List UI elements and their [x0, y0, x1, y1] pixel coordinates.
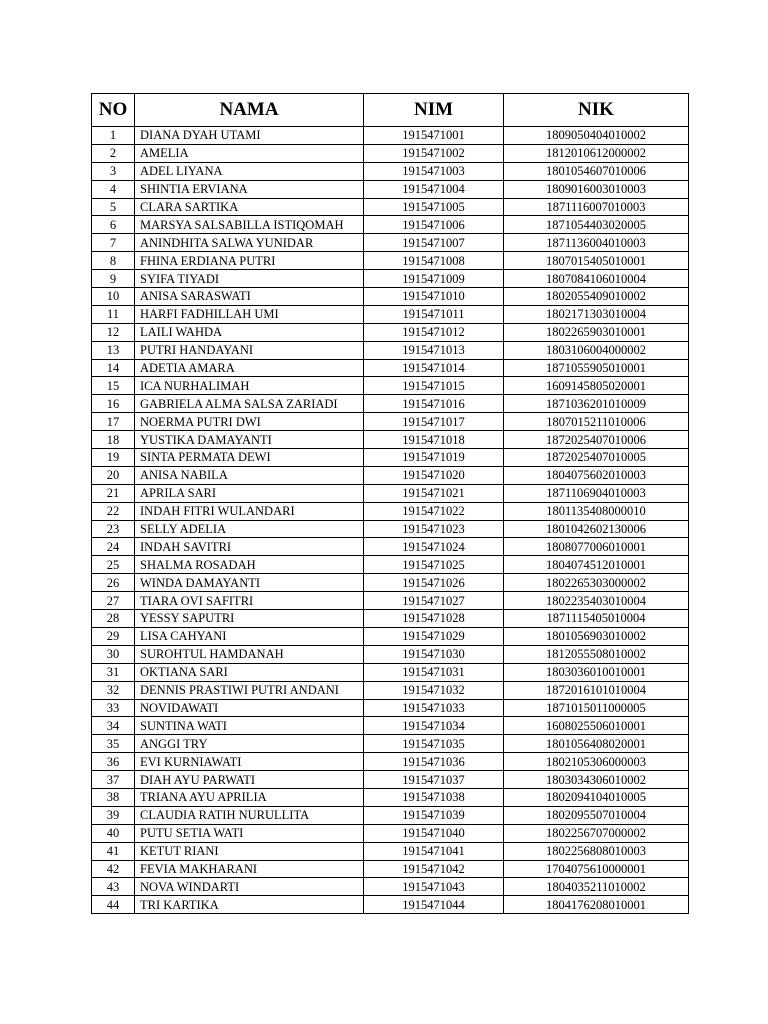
- student-nim: 1915471019: [364, 449, 504, 467]
- table-row: [92, 305, 689, 323]
- table-row: [92, 842, 689, 860]
- header-nim: NIM: [364, 94, 504, 127]
- row-number: 42: [92, 860, 135, 878]
- student-nim: 1915471001: [364, 127, 504, 145]
- row-number: 21: [92, 484, 135, 502]
- student-nim: 1915471031: [364, 663, 504, 681]
- student-name: NOVA WINDARTI: [135, 878, 364, 896]
- row-number: 41: [92, 842, 135, 860]
- table-row: [92, 592, 689, 610]
- student-nik: 1871055905010001: [504, 359, 689, 377]
- row-number: 5: [92, 198, 135, 216]
- student-nik: 1801056408020001: [504, 735, 689, 753]
- row-number: 14: [92, 359, 135, 377]
- student-name: DIANA DYAH UTAMI: [135, 127, 364, 145]
- student-nim: 1915471040: [364, 824, 504, 842]
- student-nik: 1871115405010004: [504, 610, 689, 628]
- student-name: LAILI WAHDA: [135, 323, 364, 341]
- student-nik: 1802235403010004: [504, 592, 689, 610]
- student-nim: 1915471012: [364, 323, 504, 341]
- student-nik: 1812055508010002: [504, 645, 689, 663]
- table-body: [92, 127, 689, 914]
- row-number: 13: [92, 341, 135, 359]
- row-number: 28: [92, 610, 135, 628]
- student-nim: 1915471023: [364, 520, 504, 538]
- table-row: [92, 824, 689, 842]
- row-number: 22: [92, 502, 135, 520]
- student-nik: 1802094104010005: [504, 788, 689, 806]
- student-nim: 1915471006: [364, 216, 504, 234]
- student-nim: 1915471020: [364, 466, 504, 484]
- student-nim: 1915471036: [364, 753, 504, 771]
- student-name: KETUT RIANI: [135, 842, 364, 860]
- student-nim: 1915471042: [364, 860, 504, 878]
- row-number: 40: [92, 824, 135, 842]
- row-number: 38: [92, 788, 135, 806]
- table-row: [92, 359, 689, 377]
- table-row: [92, 520, 689, 538]
- student-nim: 1915471011: [364, 305, 504, 323]
- student-nik: 1871136004010003: [504, 234, 689, 252]
- student-nim: 1915471034: [364, 717, 504, 735]
- row-number: 10: [92, 288, 135, 306]
- student-nik: 1871036201010009: [504, 395, 689, 413]
- table-row: [92, 878, 689, 896]
- student-name: INDAH FITRI WULANDARI: [135, 502, 364, 520]
- student-nim: 1915471028: [364, 610, 504, 628]
- row-number: 20: [92, 466, 135, 484]
- table-row: [92, 806, 689, 824]
- student-nim: 1915471009: [364, 270, 504, 288]
- table-row: [92, 860, 689, 878]
- student-nim: 1915471039: [364, 806, 504, 824]
- table-row: [92, 341, 689, 359]
- table-row: [92, 252, 689, 270]
- row-number: 4: [92, 180, 135, 198]
- table-row: [92, 681, 689, 699]
- student-nim: 1915471004: [364, 180, 504, 198]
- student-nik: 1801054607010006: [504, 162, 689, 180]
- row-number: 35: [92, 735, 135, 753]
- row-number: 26: [92, 574, 135, 592]
- student-name: YESSY SAPUTRI: [135, 610, 364, 628]
- row-number: 44: [92, 896, 135, 914]
- header-no: NO: [92, 94, 135, 127]
- row-number: 23: [92, 520, 135, 538]
- student-name: TRIANA AYU APRILIA: [135, 788, 364, 806]
- header-nik: NIK: [504, 94, 689, 127]
- row-number: 3: [92, 162, 135, 180]
- student-name: CLARA SARTIKA: [135, 198, 364, 216]
- row-number: 12: [92, 323, 135, 341]
- student-nim: 1915471044: [364, 896, 504, 914]
- row-number: 34: [92, 717, 135, 735]
- row-number: 43: [92, 878, 135, 896]
- table-row: [92, 466, 689, 484]
- student-nik: 1871116007010003: [504, 198, 689, 216]
- student-name: NOVIDAWATI: [135, 699, 364, 717]
- table-row: [92, 502, 689, 520]
- student-nim: 1915471017: [364, 413, 504, 431]
- table-row: [92, 431, 689, 449]
- student-name: PUTRI HANDAYANI: [135, 341, 364, 359]
- student-name: SHALMA ROSADAH: [135, 556, 364, 574]
- student-name: PUTU SETIA WATI: [135, 824, 364, 842]
- student-nik: 1802265303000002: [504, 574, 689, 592]
- student-nik: 1872016101010004: [504, 681, 689, 699]
- student-nik: 1807084106010004: [504, 270, 689, 288]
- table-row: [92, 413, 689, 431]
- student-nik: 1809016003010003: [504, 180, 689, 198]
- student-name: LISA CAHYANI: [135, 627, 364, 645]
- student-name: ANINDHITA SALWA YUNIDAR: [135, 234, 364, 252]
- student-nik: 1807015211010006: [504, 413, 689, 431]
- student-nik: 1801056903010002: [504, 627, 689, 645]
- student-name: EVI KURNIAWATI: [135, 753, 364, 771]
- row-number: 39: [92, 806, 135, 824]
- student-nim: 1915471037: [364, 771, 504, 789]
- student-nik: 1802105306000003: [504, 753, 689, 771]
- table-row: [92, 896, 689, 914]
- student-nik: 1803034306010002: [504, 771, 689, 789]
- student-nim: 1915471027: [364, 592, 504, 610]
- table-row: [92, 753, 689, 771]
- student-nik: 1803036010010001: [504, 663, 689, 681]
- table-row: [92, 717, 689, 735]
- student-name: TRI KARTIKA: [135, 896, 364, 914]
- student-nim: 1915471043: [364, 878, 504, 896]
- table-row: [92, 162, 689, 180]
- student-nik: 1812010612000002: [504, 144, 689, 162]
- row-number: 31: [92, 663, 135, 681]
- student-nim: 1915471018: [364, 431, 504, 449]
- table-row: [92, 395, 689, 413]
- student-nik: 1872025407010005: [504, 449, 689, 467]
- student-nim: 1915471024: [364, 538, 504, 556]
- student-name: SINTA PERMATA DEWI: [135, 449, 364, 467]
- student-nik: 1872025407010006: [504, 431, 689, 449]
- student-name: NOERMA PUTRI DWI: [135, 413, 364, 431]
- table-row: [92, 574, 689, 592]
- student-list-document: [91, 93, 688, 914]
- student-nim: 1915471013: [364, 341, 504, 359]
- row-number: 1: [92, 127, 135, 145]
- student-name: MARSYA SALSABILLA ISTIQOMAH: [135, 216, 364, 234]
- table-row: [92, 288, 689, 306]
- student-nik: 1802095507010004: [504, 806, 689, 824]
- student-name: DENNIS PRASTIWI PUTRI ANDANI: [135, 681, 364, 699]
- table-row: [92, 234, 689, 252]
- row-number: 36: [92, 753, 135, 771]
- student-name: TIARA OVI SAFITRI: [135, 592, 364, 610]
- student-nik: 1801135408000010: [504, 502, 689, 520]
- student-name: APRILA SARI: [135, 484, 364, 502]
- row-number: 25: [92, 556, 135, 574]
- student-nim: 1915471015: [364, 377, 504, 395]
- table-row: [92, 484, 689, 502]
- student-nim: 1915471025: [364, 556, 504, 574]
- student-nik: 1804075602010003: [504, 466, 689, 484]
- student-name: OKTIANA SARI: [135, 663, 364, 681]
- student-nim: 1915471038: [364, 788, 504, 806]
- student-nik: 1804035211010002: [504, 878, 689, 896]
- student-nim: 1915471033: [364, 699, 504, 717]
- table-row: [92, 556, 689, 574]
- student-name: ADEL LIYANA: [135, 162, 364, 180]
- row-number: 30: [92, 645, 135, 663]
- student-name: DIAH AYU PARWATI: [135, 771, 364, 789]
- row-number: 19: [92, 449, 135, 467]
- student-name: SUNTINA WATI: [135, 717, 364, 735]
- student-name: AMELIA: [135, 144, 364, 162]
- row-number: 17: [92, 413, 135, 431]
- student-nim: 1915471029: [364, 627, 504, 645]
- student-nik: 1802256808010003: [504, 842, 689, 860]
- table-row: [92, 610, 689, 628]
- table-row: [92, 735, 689, 753]
- student-name: SUROHTUL HAMDANAH: [135, 645, 364, 663]
- student-name: ANGGI TRY: [135, 735, 364, 753]
- student-nim: 1915471003: [364, 162, 504, 180]
- student-nim: 1915471035: [364, 735, 504, 753]
- student-nik: 1808077006010001: [504, 538, 689, 556]
- row-number: 24: [92, 538, 135, 556]
- student-name: FEVIA MAKHARANI: [135, 860, 364, 878]
- row-number: 33: [92, 699, 135, 717]
- student-nim: 1915471030: [364, 645, 504, 663]
- student-nim: 1915471007: [364, 234, 504, 252]
- row-number: 15: [92, 377, 135, 395]
- row-number: 32: [92, 681, 135, 699]
- header-nama: NAMA: [135, 94, 364, 127]
- student-nik: 1871106904010003: [504, 484, 689, 502]
- table-row: [92, 323, 689, 341]
- student-nim: 1915471008: [364, 252, 504, 270]
- table-row: [92, 627, 689, 645]
- student-name: SHINTIA ERVIANA: [135, 180, 364, 198]
- student-nik: 1608025506010001: [504, 717, 689, 735]
- student-nik: 1803106004000002: [504, 341, 689, 359]
- student-name: ICA NURHALIMAH: [135, 377, 364, 395]
- student-nik: 1809050404010002: [504, 127, 689, 145]
- student-nim: 1915471041: [364, 842, 504, 860]
- student-nik: 1804074512010001: [504, 556, 689, 574]
- student-nim: 1915471005: [364, 198, 504, 216]
- student-name: INDAH SAVITRI: [135, 538, 364, 556]
- table-header-row: [92, 94, 689, 127]
- row-number: 37: [92, 771, 135, 789]
- student-nim: 1915471010: [364, 288, 504, 306]
- student-name: ADETIA AMARA: [135, 359, 364, 377]
- student-name: SYIFA TIYADI: [135, 270, 364, 288]
- student-nik: 1802256707000002: [504, 824, 689, 842]
- table-row: [92, 699, 689, 717]
- student-nim: 1915471032: [364, 681, 504, 699]
- row-number: 18: [92, 431, 135, 449]
- student-name: ANISA SARASWATI: [135, 288, 364, 306]
- student-name: HARFI FADHILLAH UMI: [135, 305, 364, 323]
- student-nim: 1915471021: [364, 484, 504, 502]
- row-number: 27: [92, 592, 135, 610]
- student-nik: 1704075610000001: [504, 860, 689, 878]
- student-name: FHINA ERDIANA PUTRI: [135, 252, 364, 270]
- row-number: 2: [92, 144, 135, 162]
- student-name: GABRIELA ALMA SALSA ZARIADI: [135, 395, 364, 413]
- student-nim: 1915471026: [364, 574, 504, 592]
- table-row: [92, 180, 689, 198]
- student-nik: 1871015011000005: [504, 699, 689, 717]
- student-name: CLAUDIA RATIH NURULLITA: [135, 806, 364, 824]
- student-table: [91, 93, 689, 914]
- student-nim: 1915471016: [364, 395, 504, 413]
- table-row: [92, 377, 689, 395]
- student-name: WINDA DAMAYANTI: [135, 574, 364, 592]
- student-nik: 1871054403020005: [504, 216, 689, 234]
- table-row: [92, 449, 689, 467]
- student-nim: 1915471022: [364, 502, 504, 520]
- table-row: [92, 216, 689, 234]
- table-row: [92, 663, 689, 681]
- table-row: [92, 270, 689, 288]
- row-number: 8: [92, 252, 135, 270]
- table-row: [92, 127, 689, 145]
- row-number: 16: [92, 395, 135, 413]
- student-name: ANISA NABILA: [135, 466, 364, 484]
- table-row: [92, 538, 689, 556]
- student-nik: 1609145805020001: [504, 377, 689, 395]
- row-number: 7: [92, 234, 135, 252]
- student-nik: 1804176208010001: [504, 896, 689, 914]
- table-row: [92, 645, 689, 663]
- table-row: [92, 788, 689, 806]
- table-row: [92, 771, 689, 789]
- student-nim: 1915471002: [364, 144, 504, 162]
- row-number: 11: [92, 305, 135, 323]
- student-nim: 1915471014: [364, 359, 504, 377]
- student-nik: 1802265903010001: [504, 323, 689, 341]
- student-nik: 1801042602130006: [504, 520, 689, 538]
- student-nik: 1802171303010004: [504, 305, 689, 323]
- row-number: 6: [92, 216, 135, 234]
- row-number: 9: [92, 270, 135, 288]
- row-number: 29: [92, 627, 135, 645]
- student-name: SELLY ADELIA: [135, 520, 364, 538]
- student-nik: 1807015405010001: [504, 252, 689, 270]
- table-row: [92, 144, 689, 162]
- student-name: YUSTIKA DAMAYANTI: [135, 431, 364, 449]
- table-row: [92, 198, 689, 216]
- student-nik: 1802055409010002: [504, 288, 689, 306]
